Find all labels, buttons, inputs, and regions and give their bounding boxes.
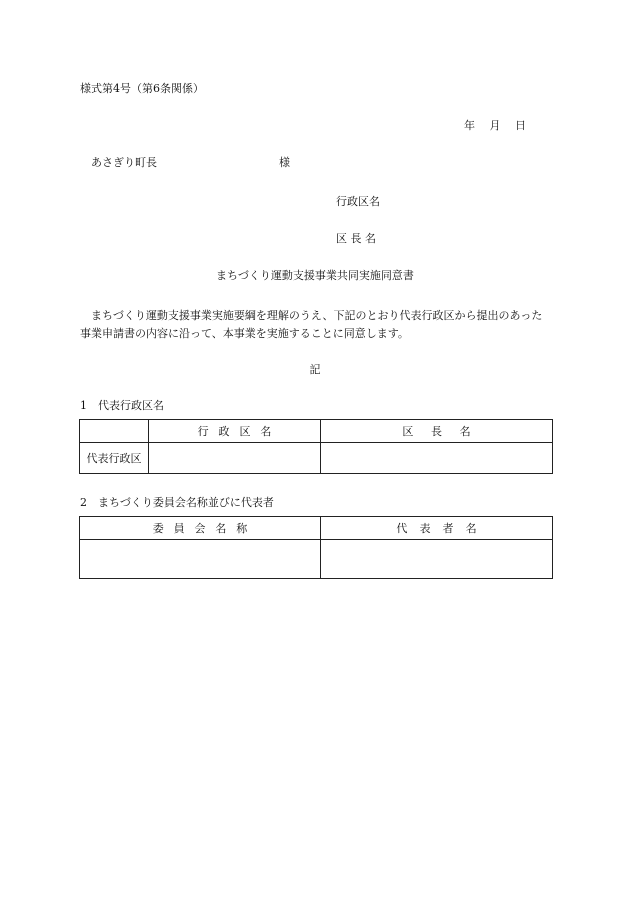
date-year-label: 年 [464, 119, 475, 132]
section1-heading: 1 代表行政区名 [80, 399, 164, 412]
form-number: 様式第4号（第6条関係） [80, 82, 204, 95]
date-month-label: 月 [489, 119, 501, 132]
section2-heading: 2 まちづくり委員会名称並びに代表者 [80, 496, 274, 509]
representative-district-table [79, 419, 553, 474]
col-header-chief: 区長名 [321, 420, 553, 443]
table-row [80, 540, 553, 579]
district-value-cell[interactable] [149, 443, 321, 474]
district-chief-label: 区 長 名 [336, 232, 376, 245]
table-header-row [80, 420, 553, 443]
chief-value-cell[interactable] [321, 443, 553, 474]
district-name-label: 行政区名 [336, 195, 380, 208]
table-corner-cell [80, 420, 149, 443]
committee-value-cell[interactable] [80, 540, 321, 579]
table-header-row [80, 517, 553, 540]
date-day-label: 日 [515, 119, 526, 132]
col-header-district: 行政区名 [149, 420, 321, 443]
committee-table [79, 516, 553, 579]
document-title: まちづくり運動支援事業共同実施同意書 [216, 269, 414, 282]
table-row [80, 443, 553, 474]
row-label-representative: 代表行政区 [80, 443, 149, 474]
col-header-committee: 委員会名称 [80, 517, 321, 540]
ki-heading: 記 [309, 363, 321, 376]
representative-value-cell[interactable] [321, 540, 553, 579]
date-line [464, 120, 526, 131]
honorific: 様 [279, 156, 290, 169]
body-text: まちづくり運動支援事業実施要綱を理解のうえ、下記のとおり代表行政区から提出のあった事業申請書の内容に沿って、本事業を実施することに同意します。 [80, 309, 543, 340]
addressee: あさぎり町長 [91, 156, 157, 169]
col-header-representative: 代表者名 [321, 517, 553, 540]
